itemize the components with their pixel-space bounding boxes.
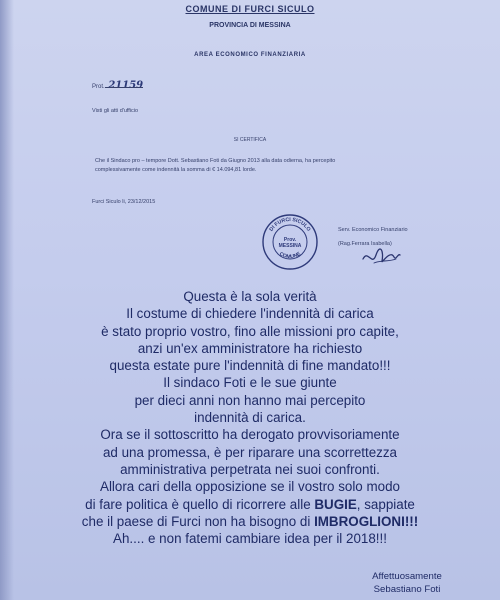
message-line-11: amministrativa perpetrata nei suoi confronti. (120, 461, 380, 477)
message-line-4: anzi un'ex amministratore ha richiesto (137, 340, 363, 356)
message-line-7: per dieci anni non hanno mai percepito (134, 392, 366, 408)
message-block (0, 288, 500, 547)
imbroglioni-emphasis: IMBROGLIONI!!! (314, 513, 419, 529)
closing-block (352, 570, 462, 596)
message-line-9: Ora se il sottoscritto ha derogato provvisoriamente (100, 427, 400, 443)
bugie-emphasis: BUGIE (314, 496, 357, 512)
letterhead-area: AREA ECONOMICO FINANZIARIA (194, 52, 306, 58)
message-line-15: Ah.... e non fatemi cambiare idea per il 2018!!! (113, 531, 387, 547)
protocol-label: Prot. (92, 84, 105, 90)
message-line-1: Questa è la sola verità (183, 289, 317, 304)
visti-line: Visti gli atti d'ufficio (92, 108, 139, 114)
message-line-5: questa estate pure l'indennità di fine mandato!!! (109, 358, 391, 374)
stamp-ring-text-bottom: COMUNE (278, 251, 302, 261)
message-line-13-end: , sappiate (356, 496, 415, 512)
official-stamp (261, 213, 319, 271)
message-line-3: è stato proprio vostro, fino alle missioni pro capite, (101, 323, 399, 339)
letterhead-provincia: PROVINCIA DI MESSINA (209, 22, 291, 29)
signatory-name: (Rag.Ferrara Isabella) (338, 241, 392, 247)
message-line-12: Allora cari della opposizione se il vostro solo modo (100, 479, 400, 495)
message-line-10: ad una promessa, è per riparare una scorrettezza (102, 444, 397, 460)
handwritten-signature (360, 245, 402, 269)
certifica-heading: SI CERTIFICA (233, 137, 267, 143)
message-line-13-start: di fare politica è quello di ricorrere alle (85, 496, 315, 512)
message-line-14 (0, 513, 500, 530)
certificate-body-line-1: Che il Sindaco pro – tempore Dott. Sebastiano Foti da Giugno 2013 alla data odierna, ha percepito (95, 158, 336, 164)
closing-name: Sebastiano Foti (373, 584, 441, 595)
certificate-date: Furci Siculo li, 23/12/2015 (92, 199, 156, 205)
closing-salutation: Affettuosamente (372, 571, 442, 582)
stamp-center-prov: Prov. (283, 237, 297, 243)
message-line-2: Il costume di chiedere l'indennità di carica (126, 306, 374, 322)
office-name: Serv. Economico Finanziario (338, 227, 408, 233)
stamp-center-messina: MESSINA (278, 243, 302, 249)
message-line-13 (0, 496, 500, 513)
letterhead-comune: COMUNE DI FURCI SICULO (185, 4, 315, 14)
stamp-ring-text-top: DI FURCI SICULO (268, 216, 312, 233)
protocol-underline (105, 87, 143, 88)
protocol-number: 21159 (108, 80, 144, 91)
certificate-body-line-2: complessivamente come indennità la somma di € 14.094,81 lorde. (95, 167, 257, 173)
message-line-14-start: che il paese di Furci non ha bisogno di (81, 513, 315, 529)
message-line-8: indennità di carica. (194, 410, 306, 426)
message-line-6: Il sindaco Foti e le sue giunte (163, 375, 337, 391)
protocol-line (92, 80, 143, 91)
